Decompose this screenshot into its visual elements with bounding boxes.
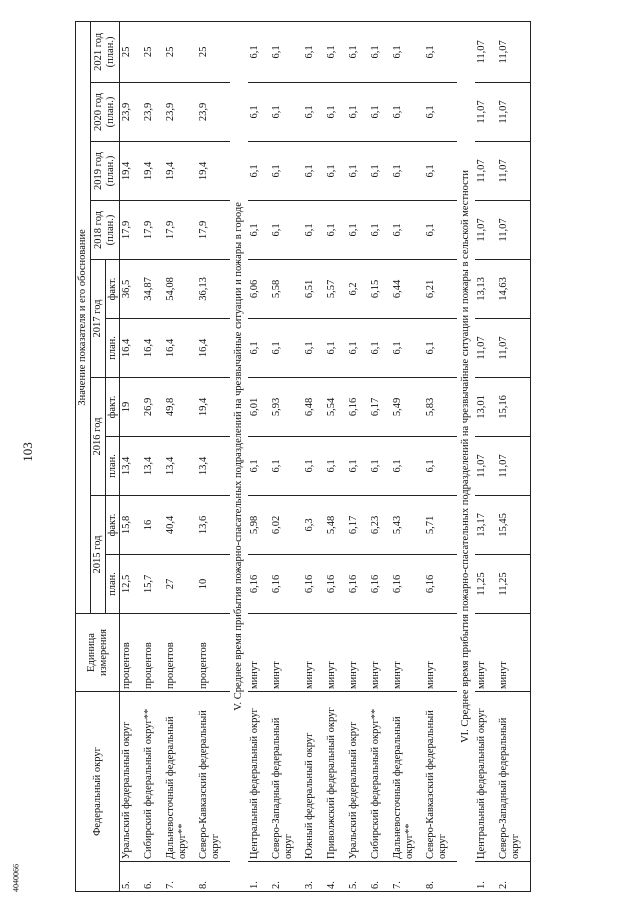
value-cell: 11,07 bbox=[475, 436, 497, 495]
unit-cell: минут bbox=[248, 613, 270, 691]
header-okrug: Федеральный округ bbox=[76, 691, 120, 891]
value-cell: 6,1 bbox=[347, 141, 369, 200]
value-cell: 6,1 bbox=[424, 200, 457, 259]
value-cell: 5,48 bbox=[325, 495, 347, 554]
value-cell: 6,1 bbox=[424, 141, 457, 200]
indicators-table bbox=[75, 21, 531, 892]
value-cell: 5,93 bbox=[270, 377, 303, 436]
row-number: 7. bbox=[164, 862, 197, 892]
value-cell: 17,9 bbox=[197, 200, 230, 259]
value-cell: 6,17 bbox=[369, 377, 391, 436]
value-cell: 11,07 bbox=[497, 318, 531, 377]
value-cell: 23,9 bbox=[142, 82, 164, 141]
section-row bbox=[230, 21, 248, 891]
value-cell: 6,21 bbox=[424, 259, 457, 318]
row-number: 5. bbox=[347, 862, 369, 892]
value-cell: 17,9 bbox=[142, 200, 164, 259]
value-cell: 23,9 bbox=[197, 82, 230, 141]
value-cell: 10 bbox=[197, 554, 230, 613]
value-cell: 11,07 bbox=[475, 200, 497, 259]
value-cell: 11,07 bbox=[475, 141, 497, 200]
value-cell: 6,1 bbox=[248, 82, 270, 141]
value-cell: 6,1 bbox=[248, 141, 270, 200]
value-cell: 13,4 bbox=[197, 436, 230, 495]
value-cell: 16,4 bbox=[164, 318, 197, 377]
value-cell: 6,1 bbox=[369, 21, 391, 82]
unit-cell: минут bbox=[325, 613, 347, 691]
value-cell: 26,9 bbox=[142, 377, 164, 436]
header-2018: 2018 год (план.) bbox=[90, 200, 120, 259]
value-cell: 17,9 bbox=[164, 200, 197, 259]
value-cell: 6,1 bbox=[424, 82, 457, 141]
table-row bbox=[391, 21, 424, 891]
table-row bbox=[347, 21, 369, 891]
section-title: V. Среднее время прибытия пожарно-спасательных подразделений на чрезвычайные ситуации и пожары в городе bbox=[230, 21, 248, 891]
okrug-name: Уральский федеральный округ bbox=[347, 691, 369, 861]
table-row bbox=[270, 21, 303, 891]
value-cell: 11,07 bbox=[497, 200, 531, 259]
value-cell: 6,1 bbox=[248, 200, 270, 259]
value-cell: 6,2 bbox=[347, 259, 369, 318]
value-cell: 6,1 bbox=[347, 318, 369, 377]
value-cell: 19,4 bbox=[142, 141, 164, 200]
value-cell: 6,1 bbox=[369, 318, 391, 377]
value-cell: 15,16 bbox=[497, 377, 531, 436]
value-cell: 34,87 bbox=[142, 259, 164, 318]
value-cell: 6,1 bbox=[325, 21, 347, 82]
value-cell: 19,4 bbox=[197, 377, 230, 436]
header-2017: 2017 год bbox=[90, 259, 105, 377]
value-cell: 6,16 bbox=[424, 554, 457, 613]
value-cell: 6,48 bbox=[303, 377, 325, 436]
value-cell: 25 bbox=[120, 21, 143, 82]
value-cell: 11,07 bbox=[497, 82, 531, 141]
value-cell: 6,1 bbox=[270, 141, 303, 200]
value-cell: 15,7 bbox=[142, 554, 164, 613]
value-cell: 11,07 bbox=[475, 21, 497, 82]
value-cell: 6,1 bbox=[369, 436, 391, 495]
okrug-name: Дальневосточный федеральный округ** bbox=[391, 691, 424, 861]
value-cell: 6,1 bbox=[347, 21, 369, 82]
value-cell: 5,43 bbox=[391, 495, 424, 554]
row-number: 7. bbox=[391, 862, 424, 892]
value-cell: 12,5 bbox=[120, 554, 143, 613]
value-cell: 6,1 bbox=[270, 436, 303, 495]
value-cell: 6,1 bbox=[270, 200, 303, 259]
value-cell: 11,25 bbox=[475, 554, 497, 613]
value-cell: 23,9 bbox=[164, 82, 197, 141]
header-fact-2016: факт. bbox=[105, 377, 120, 436]
value-cell: 6,1 bbox=[325, 436, 347, 495]
value-cell: 19,4 bbox=[197, 141, 230, 200]
value-cell: 6,1 bbox=[325, 318, 347, 377]
value-cell: 13,4 bbox=[164, 436, 197, 495]
value-cell: 6,16 bbox=[303, 554, 325, 613]
row-number: 3. bbox=[303, 862, 325, 892]
value-cell: 25 bbox=[142, 21, 164, 82]
value-cell: 11,07 bbox=[497, 436, 531, 495]
header-2019: 2019 год (план.) bbox=[90, 141, 120, 200]
unit-cell: минут bbox=[391, 613, 424, 691]
value-cell: 15,45 bbox=[497, 495, 531, 554]
header-fact-2017: факт. bbox=[105, 259, 120, 318]
value-cell: 6,02 bbox=[270, 495, 303, 554]
value-cell: 6,1 bbox=[270, 82, 303, 141]
okrug-name: Сибирский федеральный округ** bbox=[142, 691, 164, 861]
value-cell: 6,1 bbox=[248, 318, 270, 377]
value-cell: 6,16 bbox=[347, 554, 369, 613]
row-number: 1. bbox=[475, 862, 497, 892]
value-cell: 6,1 bbox=[325, 141, 347, 200]
unit-cell: процентов bbox=[197, 613, 230, 691]
value-cell: 40,4 bbox=[164, 495, 197, 554]
table-header bbox=[76, 21, 120, 891]
value-cell: 6,1 bbox=[303, 200, 325, 259]
value-cell: 23,9 bbox=[120, 82, 143, 141]
table-row bbox=[197, 21, 230, 891]
value-cell: 11,07 bbox=[475, 318, 497, 377]
table-row bbox=[475, 21, 497, 891]
table-row bbox=[369, 21, 391, 891]
footer-code bbox=[10, 860, 22, 896]
value-cell: 6,1 bbox=[248, 436, 270, 495]
okrug-name: Сибирский федеральный округ** bbox=[369, 691, 391, 861]
unit-cell: процентов bbox=[142, 613, 164, 691]
row-number: 6. bbox=[142, 862, 164, 892]
value-cell: 16,4 bbox=[120, 318, 143, 377]
value-cell: 19,4 bbox=[164, 141, 197, 200]
row-number: 8. bbox=[197, 862, 230, 892]
value-cell: 6,1 bbox=[369, 200, 391, 259]
header-values-title: Значение показателя и его обоснование bbox=[76, 21, 91, 613]
value-cell: 19 bbox=[120, 377, 143, 436]
okrug-name: Приволжский федеральный округ bbox=[325, 691, 347, 861]
unit-cell: минут bbox=[424, 613, 457, 691]
value-cell: 5,71 bbox=[424, 495, 457, 554]
value-cell: 6,15 bbox=[369, 259, 391, 318]
table-row bbox=[142, 21, 164, 891]
okrug-name: Северо-Западный федеральный округ bbox=[270, 691, 303, 861]
value-cell: 54,08 bbox=[164, 259, 197, 318]
section-row bbox=[457, 21, 475, 891]
value-cell: 11,07 bbox=[497, 141, 531, 200]
value-cell: 6,1 bbox=[303, 21, 325, 82]
value-cell: 6,16 bbox=[325, 554, 347, 613]
value-cell: 6,1 bbox=[424, 21, 457, 82]
value-cell: 5,98 bbox=[248, 495, 270, 554]
value-cell: 6,1 bbox=[303, 82, 325, 141]
value-cell: 6,1 bbox=[270, 318, 303, 377]
header-2020: 2020 год (план.) bbox=[90, 82, 120, 141]
value-cell: 6,1 bbox=[369, 82, 391, 141]
header-2015: 2015 год bbox=[90, 495, 105, 613]
header-plan-2017: план. bbox=[105, 318, 120, 377]
section-title: VI. Среднее время прибытия пожарно-спасательных подразделений на чрезвычайные ситуации и пожары в сельской местности bbox=[457, 21, 475, 891]
value-cell: 5,83 bbox=[424, 377, 457, 436]
okrug-name: Центральный федеральный округ bbox=[475, 691, 497, 861]
value-cell: 13,17 bbox=[475, 495, 497, 554]
value-cell: 5,49 bbox=[391, 377, 424, 436]
row-number: 2. bbox=[270, 862, 303, 892]
value-cell: 6,1 bbox=[325, 82, 347, 141]
value-cell: 14,63 bbox=[497, 259, 531, 318]
unit-cell: минут bbox=[475, 613, 497, 691]
value-cell: 5,58 bbox=[270, 259, 303, 318]
page-number bbox=[22, 440, 34, 464]
value-cell: 6,16 bbox=[347, 377, 369, 436]
value-cell: 6,1 bbox=[303, 141, 325, 200]
value-cell: 27 bbox=[164, 554, 197, 613]
row-number: 6. bbox=[369, 862, 391, 892]
okrug-name: Центральный федеральный округ bbox=[248, 691, 270, 861]
unit-cell: минут bbox=[270, 613, 303, 691]
value-cell: 13,6 bbox=[197, 495, 230, 554]
value-cell: 6,16 bbox=[248, 554, 270, 613]
value-cell: 6,16 bbox=[391, 554, 424, 613]
row-number: 1. bbox=[248, 862, 270, 892]
value-cell: 11,07 bbox=[475, 82, 497, 141]
value-cell: 6,1 bbox=[347, 82, 369, 141]
okrug-name: Северо-Кавказский федеральный округ bbox=[197, 691, 230, 861]
value-cell: 6,3 bbox=[303, 495, 325, 554]
table-row bbox=[120, 21, 143, 891]
page-number-text: 103 bbox=[20, 442, 35, 462]
value-cell: 6,1 bbox=[391, 21, 424, 82]
value-cell: 19,4 bbox=[120, 141, 143, 200]
value-cell: 6,1 bbox=[391, 141, 424, 200]
value-cell: 6,1 bbox=[270, 21, 303, 82]
value-cell: 25 bbox=[197, 21, 230, 82]
value-cell: 6,17 bbox=[347, 495, 369, 554]
value-cell: 6,01 bbox=[248, 377, 270, 436]
table-row bbox=[497, 21, 531, 891]
row-number: 2. bbox=[497, 862, 531, 892]
value-cell: 6,1 bbox=[369, 141, 391, 200]
header-plan-2016: план. bbox=[105, 436, 120, 495]
value-cell: 6,1 bbox=[303, 436, 325, 495]
header-2016: 2016 год bbox=[90, 377, 105, 495]
value-cell: 6,1 bbox=[347, 436, 369, 495]
okrug-name: Дальневосточный федеральный округ** bbox=[164, 691, 197, 861]
header-2021: 2021 год (план.) bbox=[90, 21, 120, 82]
value-cell: 6,51 bbox=[303, 259, 325, 318]
value-cell: 6,1 bbox=[424, 436, 457, 495]
header-plan-2015: план. bbox=[105, 554, 120, 613]
header-fact-2015: факт. bbox=[105, 495, 120, 554]
value-cell: 6,23 bbox=[369, 495, 391, 554]
unit-cell: процентов bbox=[120, 613, 143, 691]
value-cell: 6,1 bbox=[391, 318, 424, 377]
okrug-name: Уральский федеральный округ bbox=[120, 691, 143, 861]
unit-cell: минут bbox=[497, 613, 531, 691]
unit-cell: минут bbox=[369, 613, 391, 691]
okrug-name: Северо-Западный федеральный округ bbox=[497, 691, 531, 861]
value-cell: 6,1 bbox=[248, 21, 270, 82]
value-cell: 25 bbox=[164, 21, 197, 82]
value-cell: 6,16 bbox=[369, 554, 391, 613]
value-cell: 6,1 bbox=[325, 200, 347, 259]
value-cell: 13,01 bbox=[475, 377, 497, 436]
table-row bbox=[303, 21, 325, 891]
value-cell: 36,5 bbox=[120, 259, 143, 318]
value-cell: 16,4 bbox=[142, 318, 164, 377]
value-cell: 6,1 bbox=[347, 200, 369, 259]
value-cell: 6,1 bbox=[391, 436, 424, 495]
value-cell: 6,1 bbox=[391, 82, 424, 141]
table-row bbox=[248, 21, 270, 891]
value-cell: 5,54 bbox=[325, 377, 347, 436]
row-number: 8. bbox=[424, 862, 457, 892]
rotated-table-container bbox=[75, 22, 605, 892]
value-cell: 6,06 bbox=[248, 259, 270, 318]
value-cell: 13,4 bbox=[120, 436, 143, 495]
unit-cell: минут bbox=[303, 613, 325, 691]
value-cell: 6,16 bbox=[270, 554, 303, 613]
table-row bbox=[325, 21, 347, 891]
footer-code-text: 4040066 bbox=[11, 864, 21, 892]
row-number: 5. bbox=[120, 862, 143, 892]
value-cell: 49,8 bbox=[164, 377, 197, 436]
table-row bbox=[424, 21, 457, 891]
table-body bbox=[120, 21, 531, 891]
unit-cell: минут bbox=[347, 613, 369, 691]
value-cell: 16 bbox=[142, 495, 164, 554]
value-cell: 17,9 bbox=[120, 200, 143, 259]
value-cell: 6,1 bbox=[391, 200, 424, 259]
value-cell: 36,13 bbox=[197, 259, 230, 318]
value-cell: 6,44 bbox=[391, 259, 424, 318]
value-cell: 13,4 bbox=[142, 436, 164, 495]
header-unit: Единица измерения bbox=[76, 613, 120, 691]
value-cell: 13,13 bbox=[475, 259, 497, 318]
okrug-name: Южный федеральный округ bbox=[303, 691, 325, 861]
value-cell: 16,4 bbox=[197, 318, 230, 377]
table-row bbox=[164, 21, 197, 891]
value-cell: 11,07 bbox=[497, 21, 531, 82]
okrug-name: Северо-Кавказский федеральный округ bbox=[424, 691, 457, 861]
value-cell: 5,57 bbox=[325, 259, 347, 318]
value-cell: 11,25 bbox=[497, 554, 531, 613]
value-cell: 6,1 bbox=[303, 318, 325, 377]
unit-cell: процентов bbox=[164, 613, 197, 691]
value-cell: 6,1 bbox=[424, 318, 457, 377]
row-number: 4. bbox=[325, 862, 347, 892]
value-cell: 15,8 bbox=[120, 495, 143, 554]
